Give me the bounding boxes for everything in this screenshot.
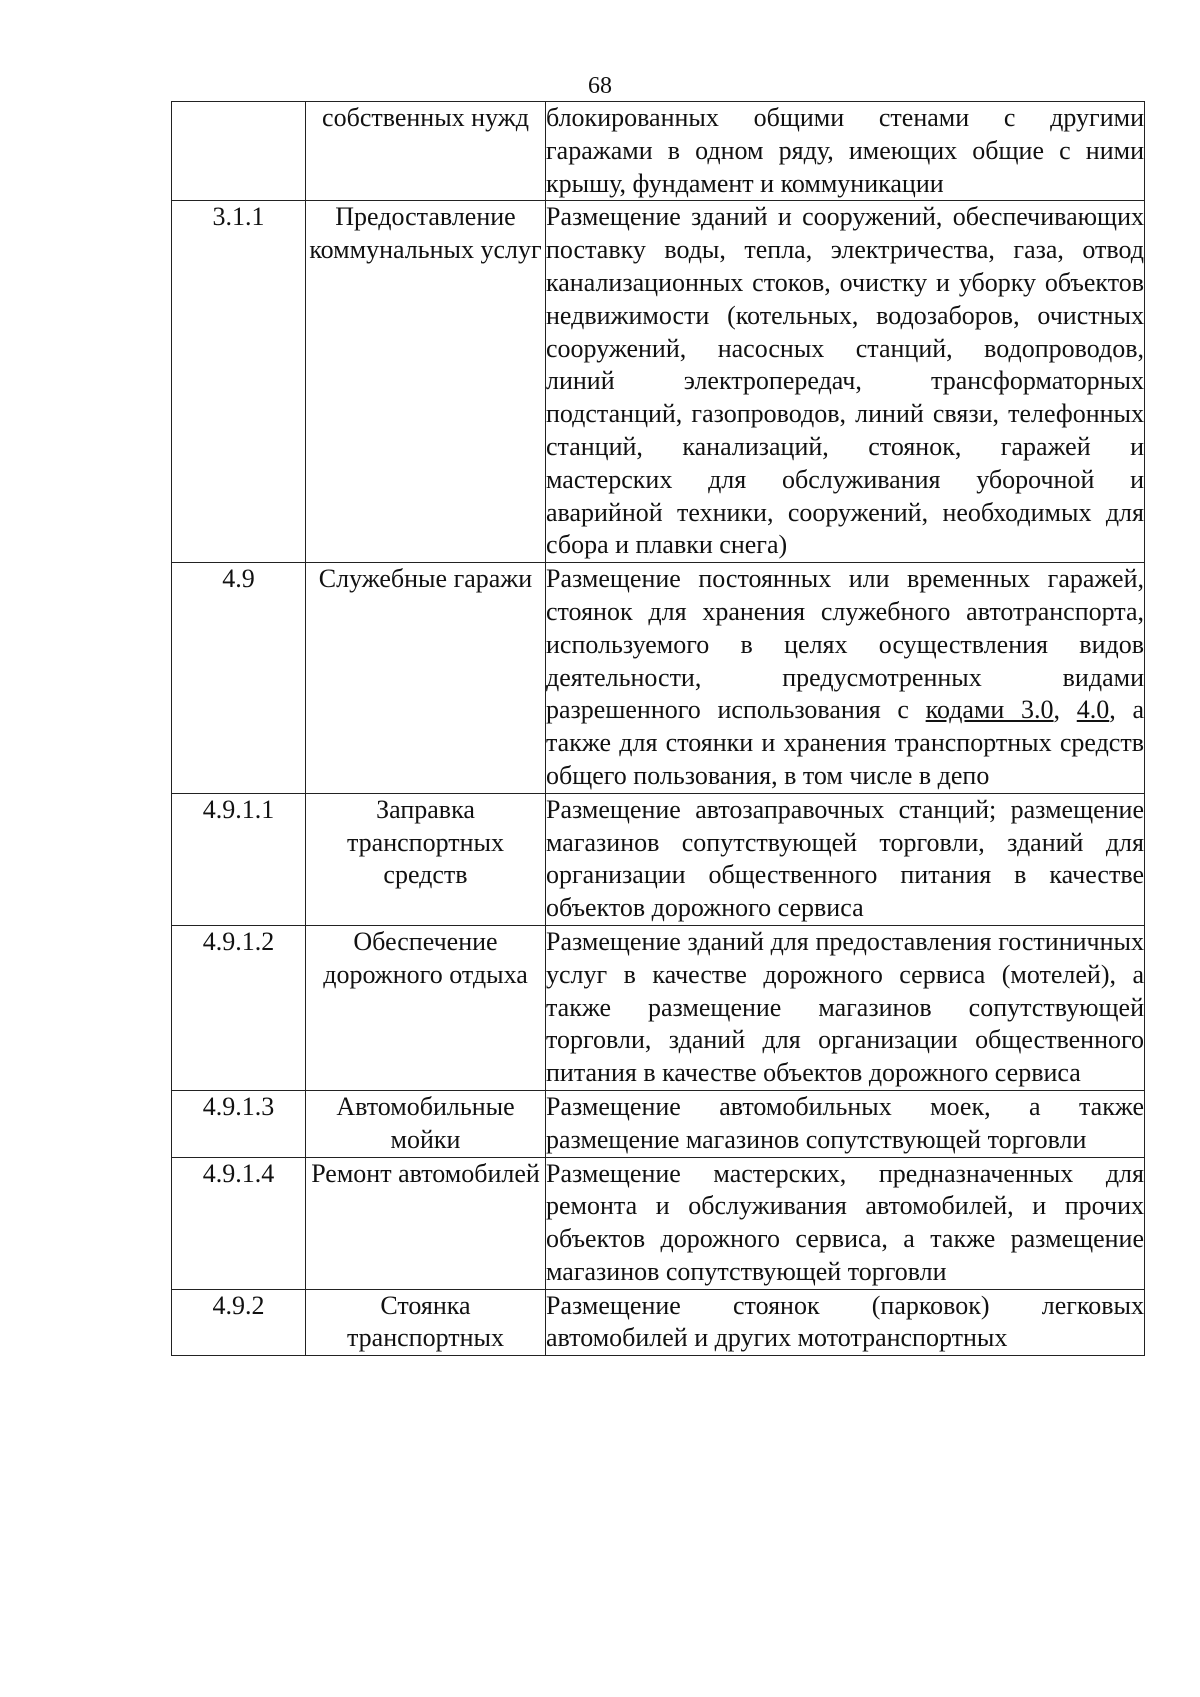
row-description: Размещение автомобильных моек, а также размещение магазинов сопутствующей торговли bbox=[546, 1090, 1145, 1157]
code-reference-link[interactable]: 4.0 bbox=[1076, 695, 1110, 725]
table-row bbox=[172, 793, 1145, 925]
row-name: Ремонт автомобилей bbox=[306, 1157, 546, 1289]
row-description: Размещение мастерских, предназначенных для ремонта и обслуживания автомобилей, и прочих объектов дорожного сервиса, а также размещение магазинов сопутствующей торговли bbox=[546, 1157, 1145, 1289]
row-description: Размещение зданий и сооружений, обеспечивающих поставку воды, тепла, электричества, газа, отвод канализационных стоков, очистку и уборку объектов недвижимости (котельных, водозаборов, очистных сооружений, насосных станций, водопроводов, линий электропередач, трансформаторных подстанций, газопроводов, линий связи, телефонных станций, канализаций, стоянок, гаражей и мастерских для обслуживания уборочной и аварийной техники, сооружений, необходимых для сбора и плавки снега) bbox=[546, 201, 1145, 563]
table-row bbox=[172, 563, 1145, 794]
row-name: Автомобильные мойки bbox=[306, 1090, 546, 1157]
row-code bbox=[172, 102, 306, 201]
row-name: собственных нужд bbox=[306, 102, 546, 201]
description-text: Размещение постоянных или временных гаражей, стоянок для хранения служебного автотранспорта, используемого в целях осуществления видов деятельности, предусмотренных видами разрешенного использования с bbox=[546, 564, 1144, 725]
row-name: Обеспечение дорожного отдыха bbox=[306, 925, 546, 1090]
row-name: Стоянка транспортных bbox=[306, 1289, 546, 1356]
row-code: 4.9.1.4 bbox=[172, 1157, 306, 1289]
table-row bbox=[172, 102, 1145, 201]
table-row bbox=[172, 1090, 1145, 1157]
row-code: 4.9 bbox=[172, 563, 306, 794]
table-row bbox=[172, 1157, 1145, 1289]
table-row bbox=[172, 1289, 1145, 1356]
table-row bbox=[172, 201, 1145, 563]
row-code: 4.9.1.1 bbox=[172, 793, 306, 925]
row-description: Размещение стоянок (парковок) легковых автомобилей и других мототранспортных bbox=[546, 1289, 1145, 1356]
row-code: 4.9.1.2 bbox=[172, 925, 306, 1090]
table-row bbox=[172, 925, 1145, 1090]
land-use-table bbox=[171, 101, 1145, 1356]
row-description: блокированных общими стенами с другими гаражами в одном ряду, имеющих общие с ними крышу, фундамент и коммуникации bbox=[546, 102, 1145, 201]
row-description: Размещение автозаправочных станций; размещение магазинов сопутствующей торговли, зданий для организации общественного питания в качестве объектов дорожного сервиса bbox=[546, 793, 1145, 925]
page-number: 68 bbox=[588, 73, 612, 99]
description-separator: , bbox=[1053, 695, 1077, 725]
code-reference-link[interactable]: кодами 3.0 bbox=[925, 695, 1054, 725]
row-name: Служебные гаражи bbox=[306, 563, 546, 794]
row-code: 4.9.2 bbox=[172, 1289, 306, 1356]
row-code: 4.9.1.3 bbox=[172, 1090, 306, 1157]
description-text: , а также для стоянки и хранения транспортных средств общего пользования, в том числе в депо bbox=[546, 695, 1144, 790]
row-name: Предоставление коммунальных услуг bbox=[306, 201, 546, 563]
row-description: Размещение зданий для предоставления гостиничных услуг в качестве дорожного сервиса (мотелей), а также размещение магазинов сопутствующей торговли, зданий для организации общественного питания в качестве объектов дорожного сервиса bbox=[546, 925, 1145, 1090]
row-name: Заправка транспортных средств bbox=[306, 793, 546, 925]
row-code: 3.1.1 bbox=[172, 201, 306, 563]
row-description bbox=[546, 563, 1145, 794]
